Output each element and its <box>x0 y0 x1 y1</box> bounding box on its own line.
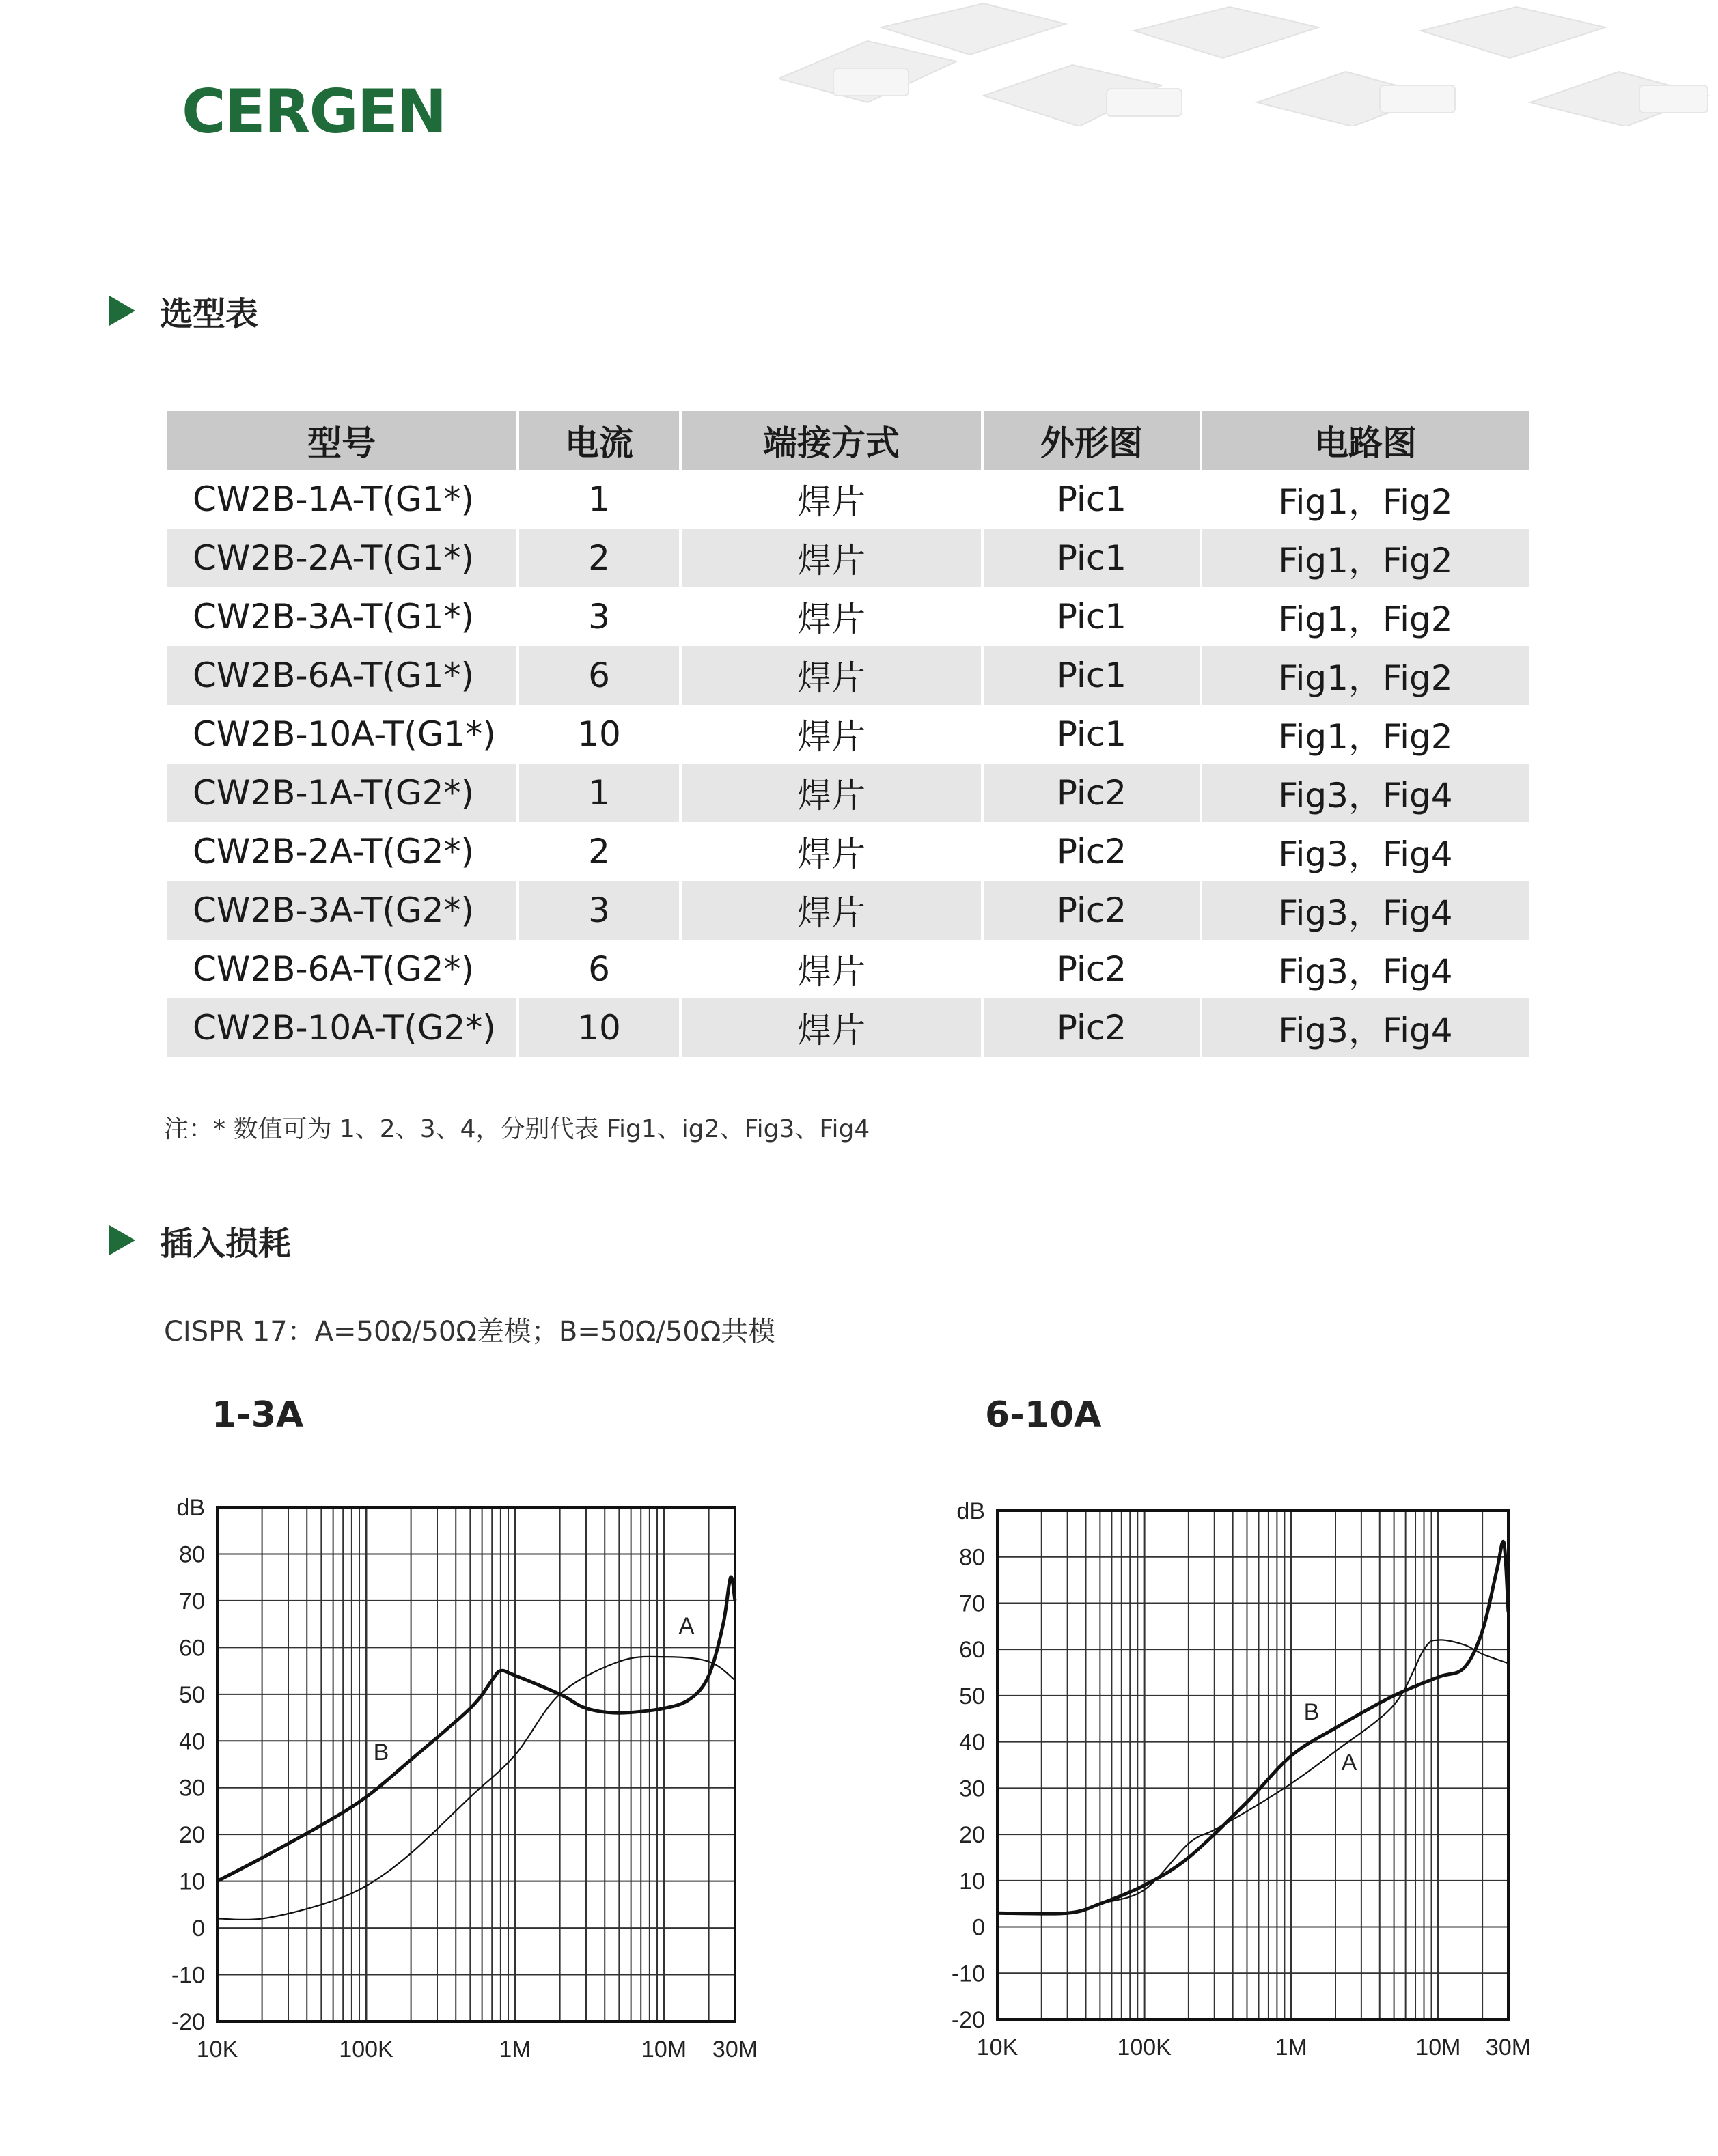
x-tick-label: 30M <box>712 2036 758 2062</box>
cell-termination: 焊片 <box>682 998 981 1057</box>
cell-outline: Pic1 <box>984 646 1200 705</box>
cispr-description: CISPR 17：A=50Ω/50Ω差模；B=50Ω/50Ω共模 <box>164 1316 776 1347</box>
cell-circuit: Fig3，Fig4 <box>1202 998 1529 1057</box>
x-tick-label: 10M <box>1415 2034 1461 2060</box>
section-title: 插入损耗 <box>160 1224 292 1263</box>
series-A-label: A <box>678 1613 695 1639</box>
cell-current: 10 <box>577 714 621 754</box>
table-footnote: 注：* 数值可为 1、2、3、4，分别代表 Fig1、ig2、Fig3、Fig4 <box>164 1115 870 1143</box>
cell-current: 1 <box>519 764 679 822</box>
cell-circuit: Fig3，Fig4 <box>1202 764 1529 822</box>
cell-model: CW2B-10A-T(G1*) <box>193 714 496 754</box>
x-tick-label: 1M <box>499 2036 531 2062</box>
cell-model: CW2B-6A-T(G2*) <box>193 949 474 989</box>
cell-model: CW2B-1A-T(G2*) <box>167 764 516 822</box>
y-tick-label: 0 <box>192 1916 205 1942</box>
cell-outline: Pic2 <box>1056 832 1127 871</box>
header-termination: 端接方式 <box>682 411 981 470</box>
cell-termination: 焊片 <box>797 482 865 522</box>
cell-circuit: Fig3，Fig4 <box>1278 835 1453 874</box>
y-tick-label: 30 <box>959 1776 985 1802</box>
cell-model: CW2B-3A-T(G1*) <box>193 597 474 636</box>
cell-circuit: Fig1，Fig2 <box>1278 717 1453 757</box>
y-tick-label: 80 <box>959 1544 985 1571</box>
y-tick-label: -20 <box>951 2007 985 2033</box>
cell-model: CW2B-1A-T(G1*) <box>193 479 474 519</box>
y-tick-label: 80 <box>179 1541 205 1568</box>
cell-current: 1 <box>588 479 610 519</box>
cell-outline: Pic2 <box>984 998 1200 1057</box>
header-outline: 外形图 <box>984 411 1200 470</box>
cell-current: 2 <box>519 529 679 587</box>
series-B-label: B <box>1303 1699 1320 1725</box>
cell-outline: Pic2 <box>984 881 1200 940</box>
y-tick-label: 70 <box>959 1591 985 1617</box>
section-title: 选型表 <box>160 294 259 333</box>
cell-model: CW2B-10A-T(G2*) <box>167 998 516 1057</box>
y-tick-label: 40 <box>179 1728 205 1755</box>
cell-termination: 焊片 <box>797 952 865 992</box>
cell-termination: 焊片 <box>682 764 981 822</box>
cell-outline: Pic1 <box>1056 597 1127 636</box>
y-tick-label: 70 <box>179 1588 205 1614</box>
header-circuit: 电路图 <box>1202 411 1529 470</box>
header-current: 电流 <box>519 411 679 470</box>
y-tick-label: 20 <box>959 1822 985 1849</box>
header-model: 型号 <box>167 411 516 470</box>
y-tick-label: 0 <box>972 1914 985 1941</box>
y-tick-label: -10 <box>171 1962 205 1989</box>
x-tick-label: 10K <box>976 2034 1019 2060</box>
cell-current: 2 <box>588 832 610 871</box>
y-tick-label: 50 <box>959 1683 985 1709</box>
chart-title-1-3a: 1-3A <box>212 1395 304 1436</box>
brand-logo: CERGEN <box>182 76 446 147</box>
x-tick-label: 30M <box>1485 2034 1532 2060</box>
x-tick-label: 100K <box>1117 2034 1172 2060</box>
x-tick-label: 10M <box>641 2036 687 2062</box>
cell-current: 6 <box>519 646 679 705</box>
x-tick-label: 1M <box>1275 2034 1307 2060</box>
series-B-label: B <box>373 1739 389 1765</box>
series-A-label: A <box>1341 1750 1357 1776</box>
y-tick-label: 10 <box>179 1868 205 1895</box>
x-tick-label: 100K <box>339 2036 393 2062</box>
chart-title-6-10a: 6-10A <box>985 1395 1102 1436</box>
x-tick-label: 10K <box>196 2036 238 2062</box>
cell-model: CW2B-6A-T(G1*) <box>167 646 516 705</box>
cell-current: 3 <box>588 597 610 636</box>
y-axis-label: dB <box>176 1495 205 1521</box>
cell-circuit: Fig3，Fig4 <box>1202 881 1529 940</box>
cell-circuit: Fig1，Fig2 <box>1278 600 1453 639</box>
cell-circuit: Fig1，Fig2 <box>1278 482 1453 522</box>
cell-outline: Pic1 <box>984 529 1200 587</box>
cell-model: CW2B-3A-T(G2*) <box>167 881 516 940</box>
cell-termination: 焊片 <box>797 717 865 757</box>
cell-current: 3 <box>519 881 679 940</box>
y-axis-label: dB <box>956 1498 985 1524</box>
cell-circuit: Fig1，Fig2 <box>1202 646 1529 705</box>
cell-termination: 焊片 <box>682 646 981 705</box>
cell-outline: Pic2 <box>1056 949 1127 989</box>
cell-outline: Pic1 <box>1056 714 1127 754</box>
y-tick-label: 30 <box>179 1775 205 1802</box>
y-tick-label: 10 <box>959 1868 985 1894</box>
cell-termination: 焊片 <box>797 835 865 874</box>
y-tick-label: 50 <box>179 1681 205 1708</box>
y-tick-label: 60 <box>959 1637 985 1664</box>
cell-termination: 焊片 <box>797 600 865 639</box>
cell-model: CW2B-2A-T(G1*) <box>167 529 516 587</box>
y-tick-label: 20 <box>179 1822 205 1849</box>
y-tick-label: 40 <box>959 1729 985 1756</box>
cell-outline: Pic1 <box>1056 479 1127 519</box>
y-tick-label: -10 <box>951 1961 985 1987</box>
cell-circuit: Fig1，Fig2 <box>1202 529 1529 587</box>
y-tick-label: 60 <box>179 1635 205 1662</box>
cell-termination: 焊片 <box>682 881 981 940</box>
cell-termination: 焊片 <box>682 529 981 587</box>
cell-outline: Pic2 <box>984 764 1200 822</box>
cell-circuit: Fig3，Fig4 <box>1278 952 1453 992</box>
cell-current: 10 <box>519 998 679 1057</box>
cell-current: 6 <box>588 949 610 989</box>
y-tick-label: -20 <box>171 2009 205 2035</box>
cell-model: CW2B-2A-T(G2*) <box>193 832 474 871</box>
